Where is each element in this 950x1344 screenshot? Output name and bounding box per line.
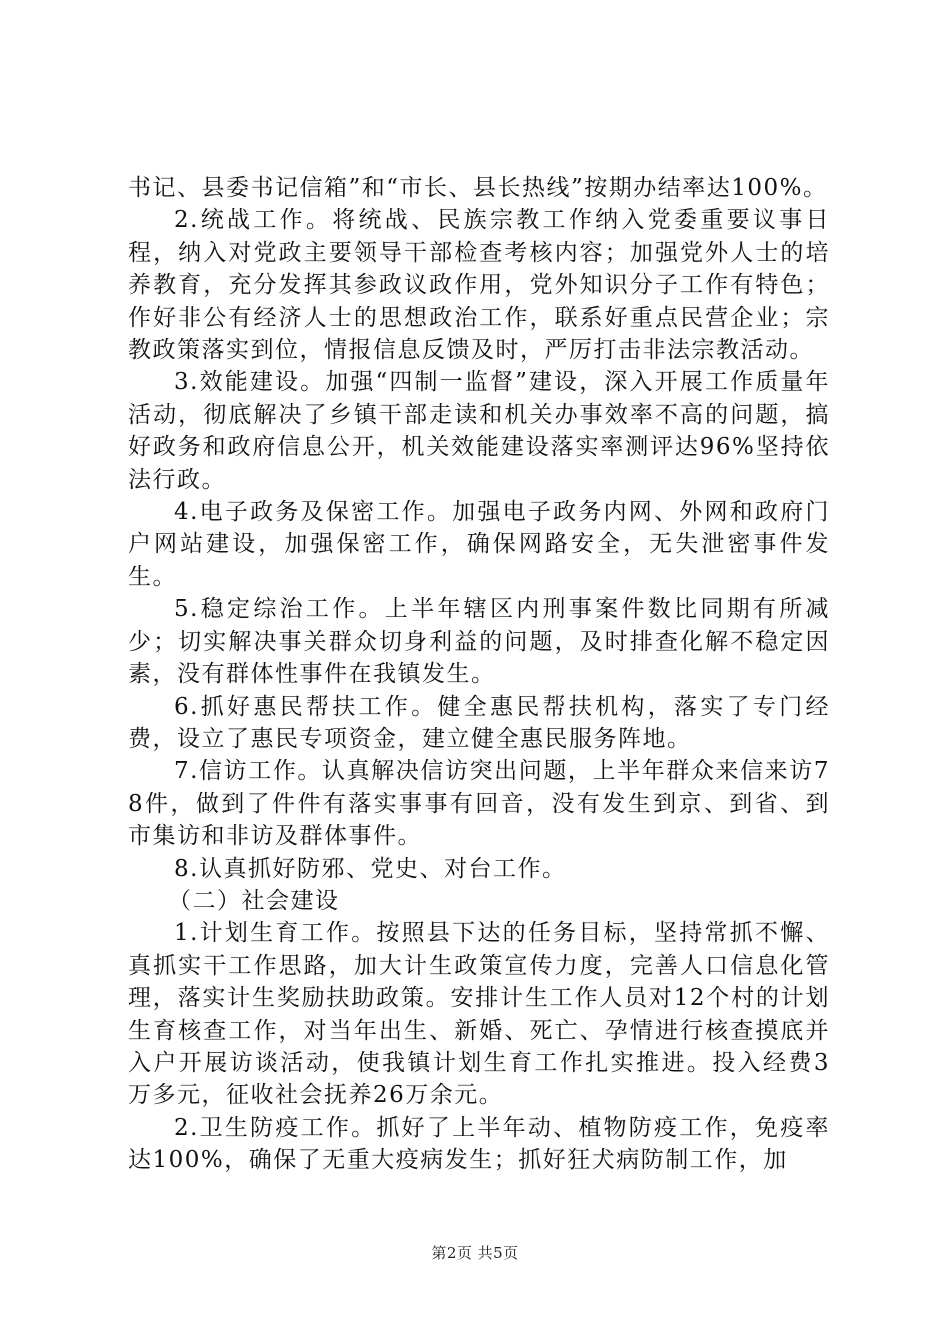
paragraph-stability: 5.稳定综治工作。上半年辖区内刑事案件数比同期有所减少；切实解决事关群众切身利益的问题，及时排查化解不稳定因素，没有群体性事件在我镇发生。 bbox=[128, 596, 830, 688]
paragraph-petition: 7.信访工作。认真解决信访突出问题，上半年群众来信来访78件，做到了件件有落实事事有回音，没有发生到京、到省、到市集访和非访及群体事件。 bbox=[128, 758, 830, 850]
section-heading: （二）社会建设 bbox=[168, 887, 340, 914]
paragraph-e-government: 4.电子政务及保密工作。加强电子政务内网、外网和政府门户网站建设，加强保密工作，确保网路安全，无失泄密事件发生。 bbox=[128, 499, 830, 590]
paragraph-family-planning: 1.计划生育工作。按照县下达的任务目标，坚持常抓不懈、真抓实干工作思路，加大计生政策宣传力度，完善人口信息化管理，落实计生奖励扶助政策。安排计生工作人员对12个村的计划生育核查工作，对当年出生、新婚、死亡、孕情进行核查摸底并入户开展访谈活动，使我镇计划生育工作扎实推进。投入经费3万多元，征收社会抚养26万余元。 bbox=[128, 920, 830, 1109]
paragraph-efficiency: 3.效能建设。加强“四制一监督”建设，深入开展工作质量年活动，彻底解决了乡镇干部走读和机关办事效率不高的问题，搞好政务和政府信息公开，机关效能建设落实率测评达96%坚持依法行政。 bbox=[128, 369, 830, 493]
paragraph-anti-cult: 8.认真抓好防邪、党史、对台工作。 bbox=[174, 855, 567, 882]
page-number-footer: 第2页 共5页 bbox=[431, 1244, 519, 1262]
paragraph-welfare: 6.抓好惠民帮扶工作。健全惠民帮扶机构，落实了专门经费，设立了惠民专项资金，建立健全惠民服务阵地。 bbox=[128, 693, 830, 752]
paragraph-epidemic-prevention: 2.卫生防疫工作。抓好了上半年动、植物防疫工作，免疫率达100%，确保了无重大疫病发生；抓好狂犬病防制工作，加 bbox=[128, 1114, 830, 1174]
paragraph-continuation: 书记、县委书记信箱”和“市长、县长热线”按期办结率达100%。 bbox=[128, 175, 828, 201]
document-body bbox=[128, 172, 830, 1177]
paragraph-united-front: 2.统战工作。将统战、民族宗教工作纳入党委重要议事日程，纳入对党政主要领导干部检查考核内容；加强党外人士的培养教育，充分发挥其参政议政作用，党外知识分子工作有特色；作好非公有经济人士的思想政治工作，联系好重点民营企业；宗教政策落实到位，情报信息反馈及时，严厉打击非法宗教活动。 bbox=[128, 207, 830, 364]
